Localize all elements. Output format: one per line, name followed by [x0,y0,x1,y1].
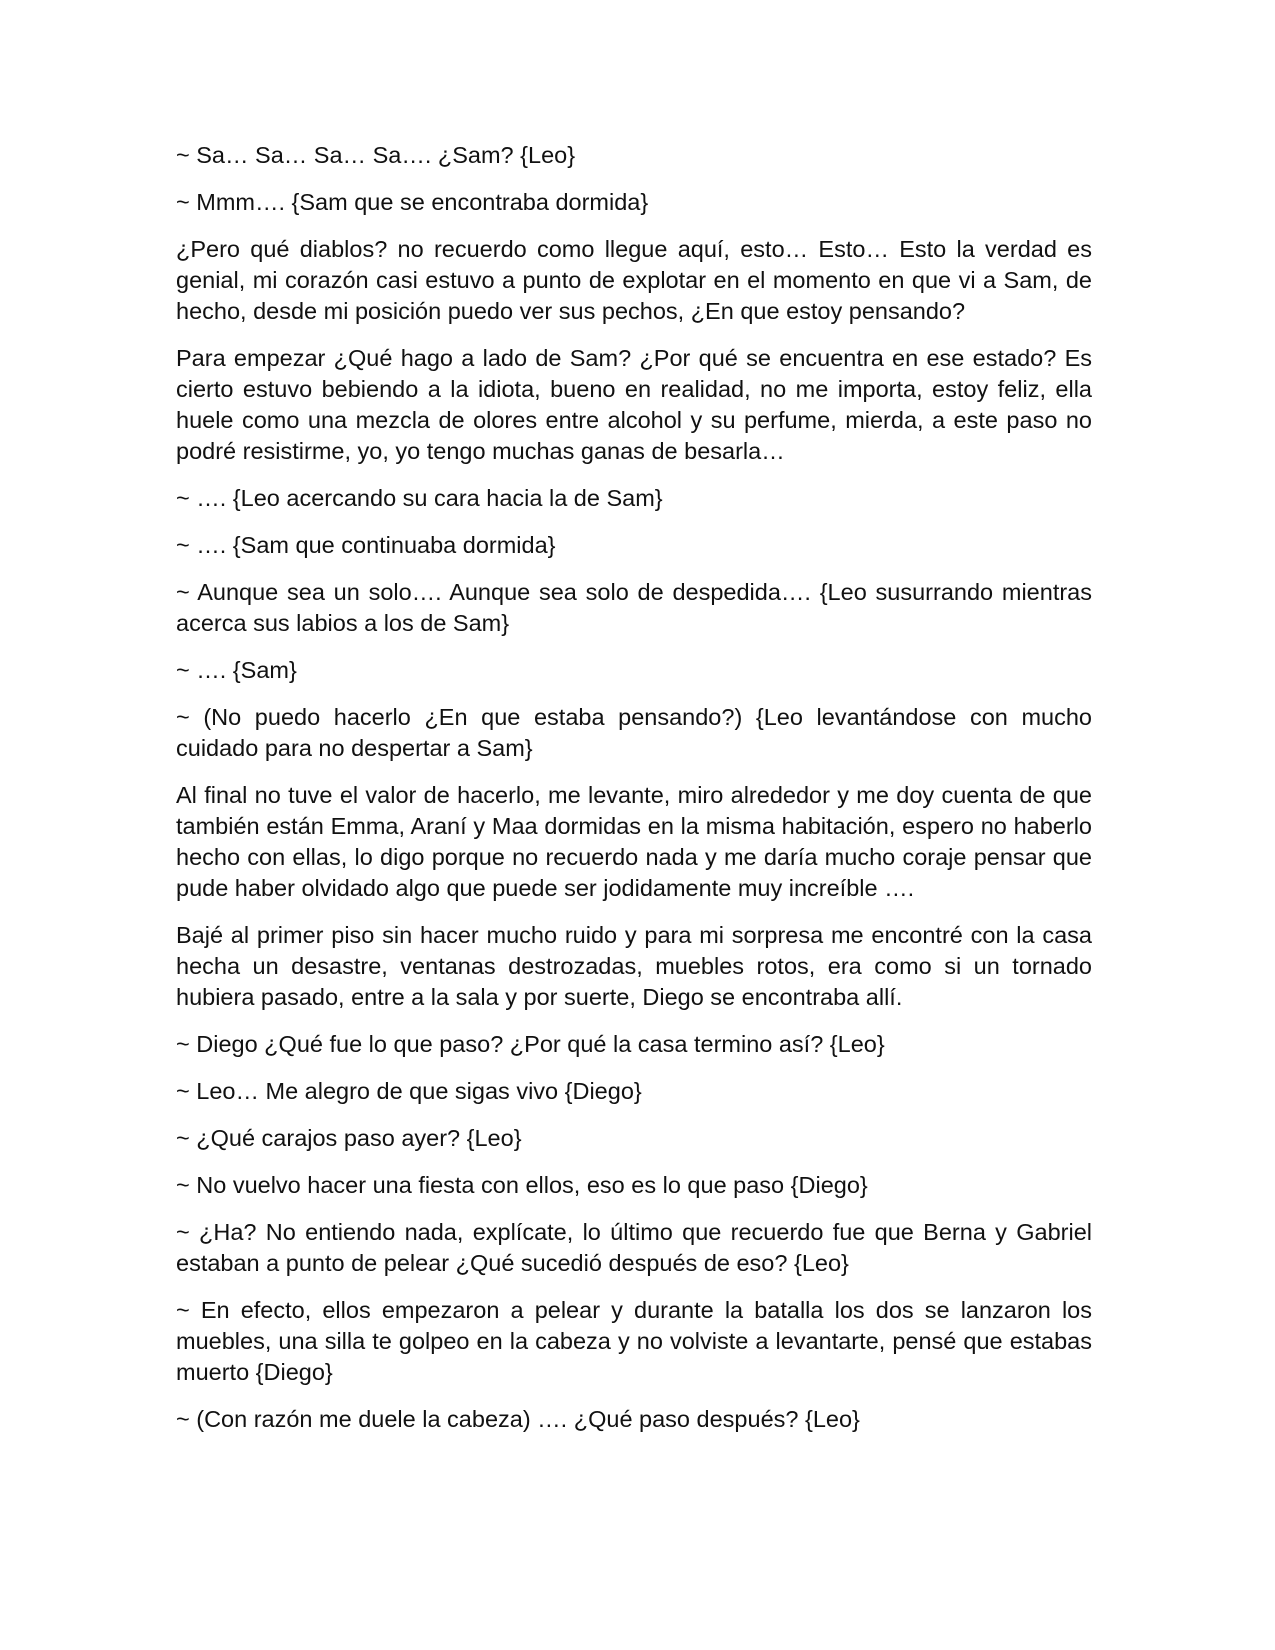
paragraph: ~ (No puedo hacerlo ¿En que estaba pensando?) {Leo levantándose con mucho cuidado para no despertar a Sam} [176,704,1092,761]
paragraph: ~ En efecto, ellos empezaron a pelear y durante la batalla los dos se lanzaron los muebles, una silla te golpeo en la cabeza y no volviste a levantarte, pensé que estabas muerto {Diego} [176,1297,1092,1385]
paragraph: ~ Leo… Me alegro de que sigas vivo {Diego} [176,1078,642,1104]
paragraph: ~ ¿Ha? No entiendo nada, explícate, lo último que recuerdo fue que Berna y Gabriel estaban a punto de pelear ¿Qué sucedió después de eso? {Leo} [176,1219,1092,1276]
paragraph: Para empezar ¿Qué hago a lado de Sam? ¿Por qué se encuentra en ese estado? Es cierto estuvo bebiendo a la idiota, bueno en realidad, no me importa, estoy feliz, ella huele como una mezcla de olores entre alcohol y su perfume, mierda, a este paso no podré resistirme, yo, yo tengo muchas ganas de besarla… [176,345,1092,464]
paragraph: ~ (Con razón me duele la cabeza) …. ¿Qué paso después? {Leo} [176,1406,860,1432]
paragraph: ~ …. {Sam que continuaba dormida} [176,532,556,558]
paragraph: ~ ¿Qué carajos paso ayer? {Leo} [176,1125,522,1151]
paragraph: Al final no tuve el valor de hacerlo, me levante, miro alrededor y me doy cuenta de que también están Emma, Araní y Maa dormidas en la misma habitación, espero no haberlo hecho con ellas, lo digo porque no recuerdo nada y me daría mucho coraje pensar que pude haber olvidado algo que puede ser jodidamente muy increíble …. [176,782,1092,901]
document-page [176,140,1092,1435]
paragraph: Bajé al primer piso sin hacer mucho ruido y para mi sorpresa me encontré con la casa hecha un desastre, ventanas destrozadas, muebles rotos, era como si un tornado hubiera pasado, entre a la sala y por suerte, Diego se encontraba allí. [176,922,1092,1010]
paragraph: ~ Mmm…. {Sam que se encontraba dormida} [176,189,649,215]
paragraph: ¿Pero qué diablos? no recuerdo como llegue aquí, esto… Esto… Esto la verdad es genial, mi corazón casi estuvo a punto de explotar en el momento en que vi a Sam, de hecho, desde mi posición puedo ver sus pechos, ¿En que estoy pensando? [176,236,1092,324]
paragraph: ~ No vuelvo hacer una fiesta con ellos, eso es lo que paso {Diego} [176,1172,868,1198]
paragraph: ~ …. {Leo acercando su cara hacia la de Sam} [176,485,663,511]
paragraph: ~ …. {Sam} [176,657,297,683]
paragraph: ~ Sa… Sa… Sa… Sa…. ¿Sam? {Leo} [176,142,576,168]
paragraph: ~ Diego ¿Qué fue lo que paso? ¿Por qué la casa termino así? {Leo} [176,1031,885,1057]
paragraph: ~ Aunque sea un solo…. Aunque sea solo de despedida…. {Leo susurrando mientras acerca sus labios a los de Sam} [176,579,1092,636]
